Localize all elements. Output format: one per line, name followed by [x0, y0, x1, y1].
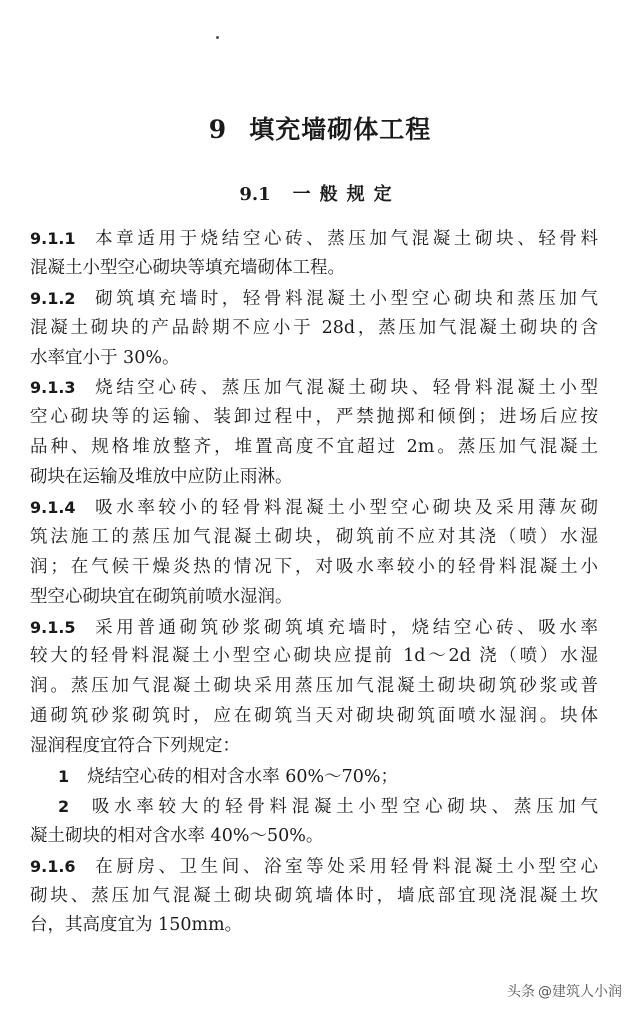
watermark — [507, 981, 622, 1001]
text-line: 较大的轻骨料混凝土小型空心砌块应提前 1d～2d 浇（喷）水湿 — [30, 646, 598, 667]
text-line: 润。蒸压加气混凝土砌块采用蒸压加气混凝土砌块砌筑砂浆或普 — [30, 676, 598, 697]
list-item-number: 1 — [58, 767, 70, 787]
list-item-text: 烧结空心砖的相对含水率 60%～70%； — [87, 767, 398, 788]
text-line: 空心砌块等的运输、装卸过程中，严禁抛掷和倾倒；进场后应按 — [30, 407, 598, 428]
text-line: 品种、规格堆放整齐，堆置高度不宜超过 2m。蒸压加气混凝土 — [30, 437, 598, 458]
page-dot-mark — [216, 36, 219, 39]
clause-text: 采用普通砌筑砂浆砌筑填充墙时，烧结空心砖、吸水率 — [91, 617, 598, 638]
text-line: 台，其高度宜为 150mm。 — [30, 915, 243, 936]
clause-number: 9.1.3 — [30, 378, 76, 398]
clause-number: 9.1.5 — [30, 617, 76, 637]
text-line: 水率宜小于 30%。 — [30, 347, 180, 368]
list-item-number: 2 — [58, 796, 70, 816]
text-line: 型空心砌块宜在砌筑前喷水湿润。 — [30, 586, 293, 607]
section-number: 9.1 — [239, 184, 271, 205]
text-line: 凝土砌块的相对含水率 40%～50%。 — [30, 825, 324, 846]
clause-text: 在厨房、卫生间、浴室等处采用轻骨料混凝土小型空心 — [91, 856, 598, 877]
clause-number: 9.1.6 — [30, 856, 76, 876]
watermark-platform: 头条 — [507, 984, 535, 1000]
text-line — [30, 224, 598, 254]
chapter-title: 填充墙砌体工程 — [249, 115, 432, 144]
text-line: 砌块、蒸压加气混凝土砌块砌筑墙体时，墙底部宜现浇混凝土坎 — [30, 885, 598, 906]
watermark-handle: @建筑人小润 — [538, 984, 622, 1000]
clause-number: 9.1.1 — [30, 229, 76, 248]
text-line — [30, 852, 598, 882]
text-line — [30, 284, 598, 314]
text-line: 通砌筑砂浆砌筑时，应在砌筑当天对砌块砌筑面喷水湿润。块体 — [30, 706, 598, 727]
text-line: 筑法施工的蒸压加气混凝土砌块，砌筑前不应对其浇（喷）水湿 — [30, 526, 598, 547]
clause-text: 烧结空心砖、蒸压加气混凝土砌块、轻骨料混凝土小型 — [91, 378, 598, 399]
text-line — [30, 493, 598, 523]
text-line: 砌块在运输及堆放中应防止雨淋。 — [30, 467, 293, 488]
text-line — [30, 613, 598, 643]
section-heading — [0, 180, 640, 206]
text-line: 混凝土砌块的产品龄期不应小于 28d，蒸压加气混凝土砌块的含 — [30, 317, 598, 338]
document-body — [30, 224, 598, 941]
list-item — [30, 762, 598, 792]
text-line — [30, 373, 598, 403]
text-line: 湿润程度宜符合下列规定： — [30, 736, 240, 757]
list-item — [30, 792, 598, 822]
clause-text: 砌筑填充墙时，轻骨料混凝土小型空心砌块和蒸压加气 — [91, 288, 598, 309]
clause-text: 本章适用于烧结空心砖、蒸压加气混凝土砌块、轻骨料 — [91, 229, 598, 249]
text-line: 润；在气候干燥炎热的情况下，对吸水率较小的轻骨料混凝土小 — [30, 556, 598, 577]
chapter-number: 9 — [208, 115, 228, 144]
text-line: 混凝土小型空心砌块等填充墙砌体工程。 — [30, 257, 345, 278]
clause-text: 吸水率较小的轻骨料混凝土小型空心砌块及采用薄灰砌 — [91, 498, 598, 519]
section-title: 一般规定 — [292, 184, 401, 205]
list-item-text: 吸水率较大的轻骨料混凝土小型空心砌块、蒸压加气 — [87, 796, 598, 817]
clause-number: 9.1.4 — [30, 498, 76, 518]
chapter-heading — [0, 110, 640, 146]
clause-number: 9.1.2 — [30, 288, 76, 308]
